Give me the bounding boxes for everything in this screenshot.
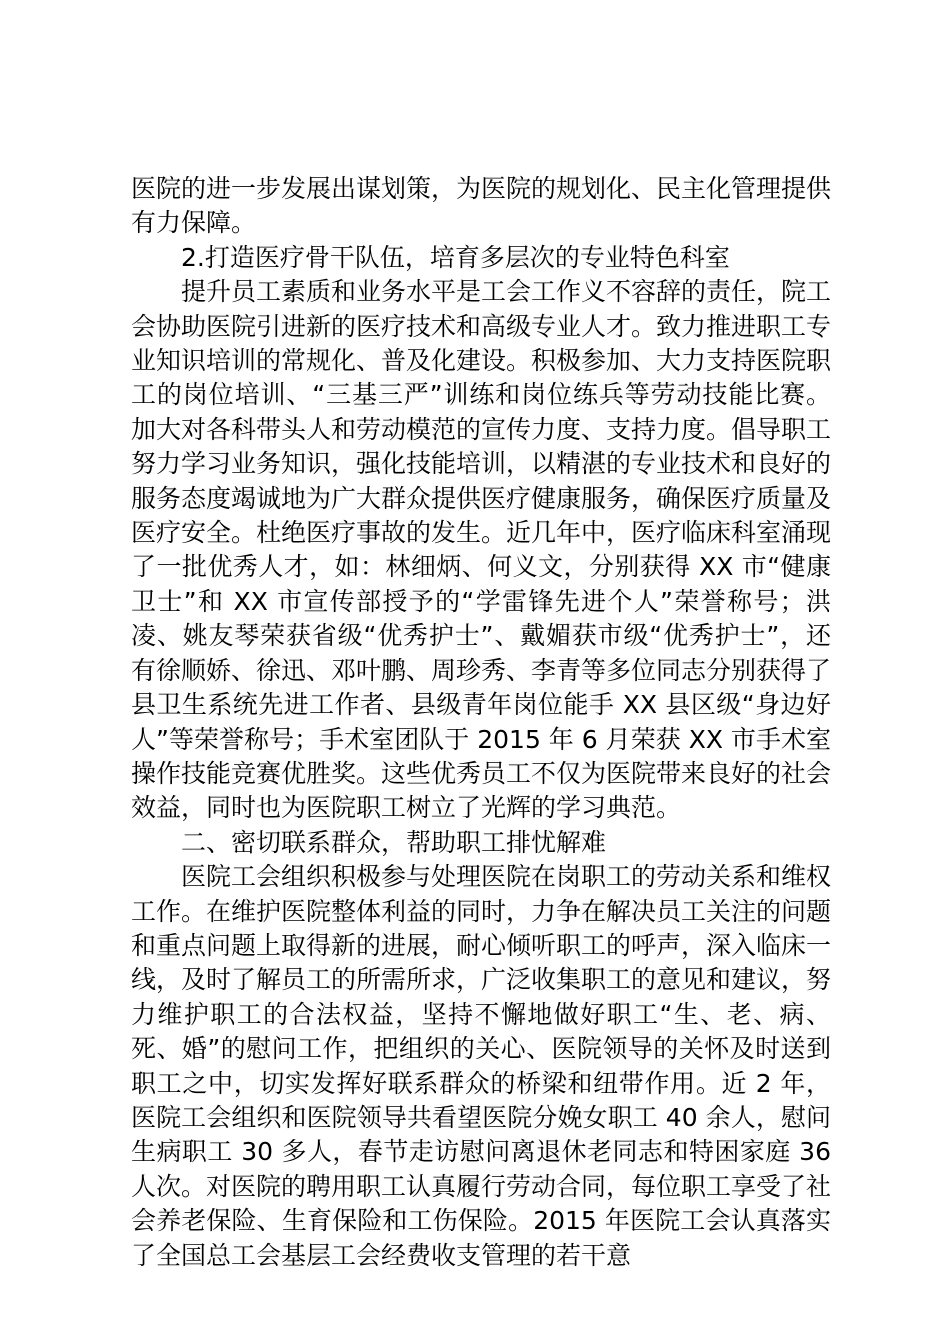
paragraph-labor-relations: 医院工会组织积极参与处理医院在岗职工的劳动关系和维权工作。在维护医院整体利益的同时，力争在解决员工关注的问题和重点问题上取得新的进展，耐心倾听职工的呼声，深入临床一线，及时了解员工的所需所求，广泛收集职工的意见和建议，努力维护职工的合法权益，坚持不懈地做好职工“生、老、病、死、婚”的慰问工作，把组织的关心、医院领导的关怀及时送到职工之中，切实发挥好联系群众的桥梁和纽带作用。近 2 年，医院工会组织和医院领导共看望医院分娩女职工 40 余人，慰问生病职工 30 多人，春节走访慰问离退休老同志和特困家庭 36 人次。对医院的聘用职工认真履行劳动合同，每位职工享受了社会养老保险、生育保险和工伤保险。2015 年医院工会认真落实了全国总工会基层工会经费收支管理的若干意 [131, 862, 832, 1270]
section-heading-contact-masses: 二、密切联系群众，帮助职工排忧解难 [181, 827, 607, 857]
document-body [131, 172, 831, 1273]
paragraph-staff-quality: 提升员工素质和业务水平是工会工作义不容辞的责任，院工会协助医院引进新的医疗技术和高级专业人才。致力推进职工专业知识培训的常规化、普及化建设。积极参加、大力支持医院职工的岗位培训、“三基三严”训练和岗位练兵等劳动技能比赛。加大对各科带头人和劳动模范的宣传力度、支持力度。倡导职工努力学习业务知识，强化技能培训，以精湛的专业技术和良好的服务态度竭诚地为广大群众提供医疗健康服务，确保医疗质量及医疗安全。杜绝医疗事故的发生。近几年中，医疗临床科室涌现了一批优秀人才，如：林细炳、何义文，分别获得 XX 市“健康卫士”和 XX 市宣传部授予的“学雷锋先进个人”荣誉称号；洪凌、姚友琴荣获省级“优秀护士”、戴媚获市级“优秀护士”，还有徐顺娇、徐迅、邓叶鹏、周珍秀、李青等多位同志分别获得了县卫生系统先进工作者、县级青年岗位能手 XX 县区级“身边好人”等荣誉称号；手术室团队于 2015 年 6 月荣获 XX 市手术室操作技能竞赛优胜奖。这些优秀员工不仅为医院带来良好的社会效益，同时也为医院职工树立了光辉的学习典范。 [131, 277, 832, 823]
paragraph-continuation: 医院的进一步发展出谋划策，为医院的规划化、民主化管理提供有力保障。 [131, 174, 832, 238]
subheading-medical-backbone: 2.打造医疗骨干队伍，培育多层次的专业特色科室 [181, 242, 730, 272]
